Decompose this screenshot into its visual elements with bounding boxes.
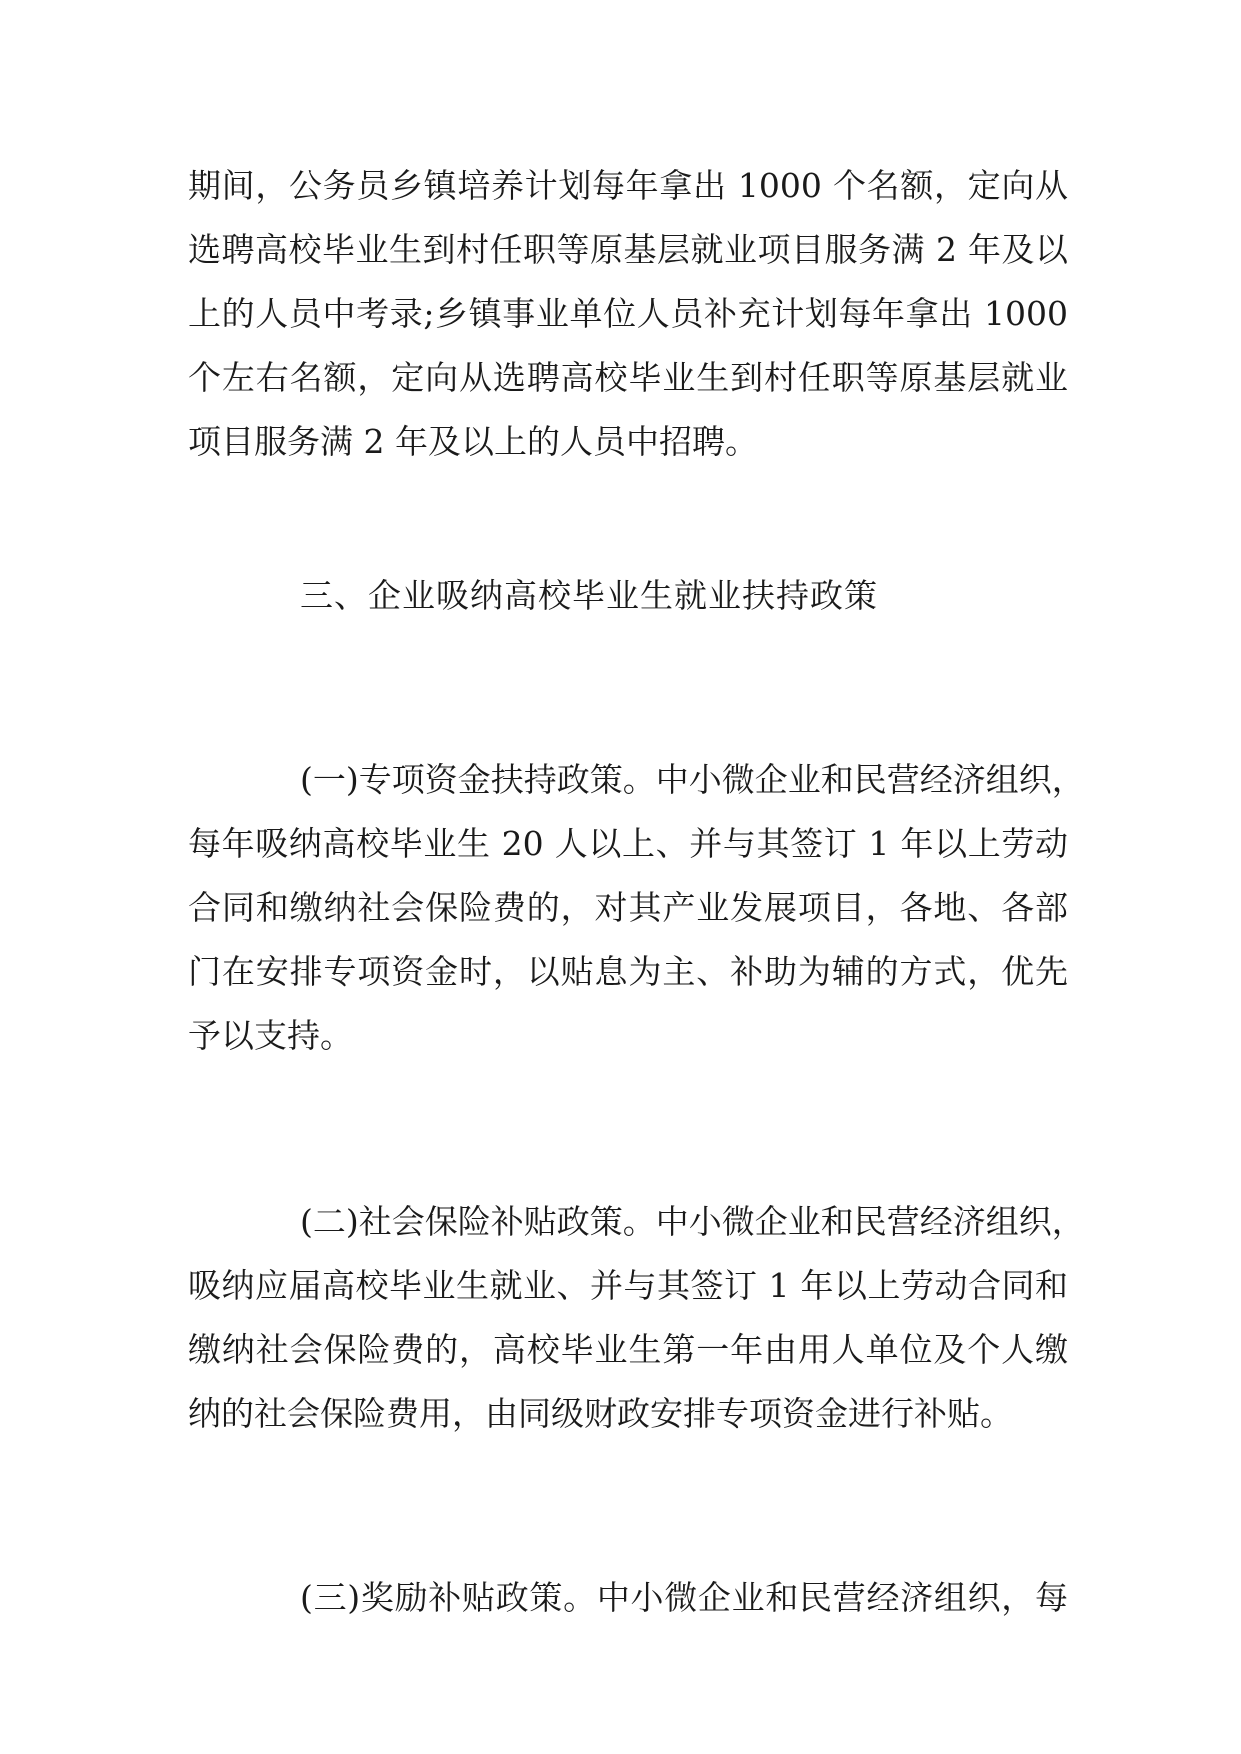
paragraph-line: 项目服务满 2 年及以上的人员中招聘。 <box>188 422 758 461</box>
paragraph-line: (一)专项资金扶持政策。中小微企业和民营经济组织， <box>300 760 1085 799</box>
paragraph-line: 纳的社会保险费用，由同级财政安排专项资金进行补贴。 <box>188 1394 1013 1433</box>
paragraph-line: 每年吸纳高校毕业生 20 人以上、并与其签订 1 年以上劳动 <box>188 824 1068 863</box>
section-heading: 三、企业吸纳高校毕业生就业扶持政策 <box>300 576 878 615</box>
paragraph-line: 期间，公务员乡镇培养计划每年拿出 1000 个名额，定向从 <box>188 166 1068 205</box>
paragraph-line: 上的人员中考录;乡镇事业单位人员补充计划每年拿出 1000 <box>188 294 1068 333</box>
paragraph-line: 予以支持。 <box>188 1016 353 1055</box>
paragraph-line: (二)社会保险补贴政策。中小微企业和民营经济组织， <box>300 1202 1085 1241</box>
paragraph-line: 缴纳社会保险费的，高校毕业生第一年由用人单位及个人缴 <box>188 1330 1068 1369</box>
paragraph-line: 选聘高校毕业生到村任职等原基层就业项目服务满 2 年及以 <box>188 230 1068 269</box>
paragraph-line: 吸纳应届高校毕业生就业、并与其签订 1 年以上劳动合同和 <box>188 1266 1068 1305</box>
paragraph-line: 门在安排专项资金时，以贴息为主、补助为辅的方式，优先 <box>188 952 1068 991</box>
paragraph-line: 个左右名额，定向从选聘高校毕业生到村任职等原基层就业 <box>188 358 1068 397</box>
paragraph-line: 合同和缴纳社会保险费的，对其产业发展项目，各地、各部 <box>188 888 1068 927</box>
paragraph-line: (三)奖励补贴政策。中小微企业和民营经济组织，每 <box>300 1578 1068 1617</box>
